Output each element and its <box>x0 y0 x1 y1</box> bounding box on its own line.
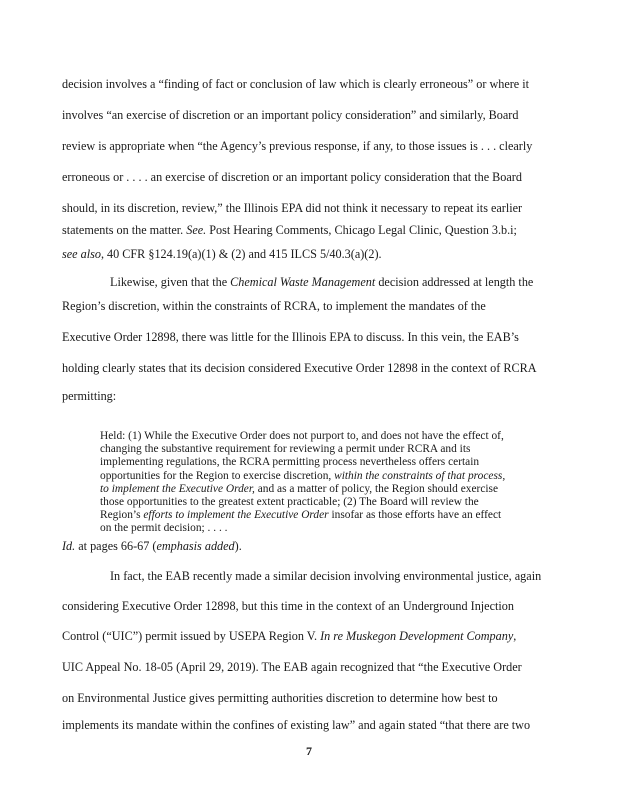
body-line: implements its mandate within the confines of existing law” and again stated “that there are two <box>62 718 531 732</box>
text-run: at pages 66-67 ( <box>75 539 157 553</box>
case-name: In re Muskegon Development Company <box>320 629 514 643</box>
text-run: statements on the matter. <box>62 223 184 237</box>
text-run: Region’s <box>100 509 144 522</box>
text-run: Post Hearing Comments, Chicago Legal Clinic, Question 3.b.i; <box>209 223 517 237</box>
body-line: review is appropriate when “the Agency’s previous response, if any, to those issues is . . . clearly <box>62 139 533 153</box>
quote-line: on the permit decision; . . . . <box>100 522 228 535</box>
quote-line <box>100 509 548 522</box>
quote-line: those opportunities to the greatest extent practicable; (2) The Board will review the <box>100 496 479 509</box>
text-run: Likewise, given that the <box>110 275 231 289</box>
citation-line <box>62 538 568 554</box>
body-line: should, in its discretion, review,” the Illinois EPA did not think it necessary to repeat its earlier <box>62 201 523 215</box>
body-line <box>62 222 568 238</box>
body-line <box>62 246 568 262</box>
quote-line: changing the substantive requirement for reviewing a permit under RCRA and its <box>100 443 471 456</box>
body-line <box>110 274 568 290</box>
quote-line: implementing regulations, the RCRA permitting process nevertheless offers certain <box>100 456 480 469</box>
citation-signal: See. <box>186 223 207 237</box>
text-run: Control (“UIC”) permit issued by USEPA Region V. <box>62 629 321 643</box>
citation-id: Id. <box>62 539 76 553</box>
case-name: Chemical Waste Management <box>230 275 376 289</box>
body-line: permitting: <box>62 389 117 403</box>
body-line: holding clearly states that its decision considered Executive Order 12898 in the context of RCRA <box>62 361 537 375</box>
text-run: , 40 CFR §124.19(a)(1) & (2) and 415 ILCS 5/40.3(a)(2). <box>100 247 382 261</box>
text-run: , <box>513 629 517 643</box>
text-run: opportunities for the Region to exercise discretion, <box>100 469 335 482</box>
body-line: Region’s discretion, within the constraints of RCRA, to implement the mandates of the <box>62 299 486 313</box>
emphasis-note: emphasis added <box>156 539 235 553</box>
body-line: UIC Appeal No. 18-05 (April 29, 2019). The EAB again recognized that “the Executive Order <box>62 660 522 674</box>
body-line: on Environmental Justice gives permitting authorities discretion to determine how best to <box>62 691 498 705</box>
quote-line: Held: (1) While the Executive Order does not purport to, and does not have the effect of, <box>100 430 504 442</box>
emphasized-text: efforts to implement the Executive Order <box>143 509 329 522</box>
text-run: decision addressed at length the <box>375 275 534 289</box>
body-line: decision involves a “finding of fact or conclusion of law which is clearly erroneous” or where it <box>62 77 530 91</box>
body-line: considering Executive Order 12898, but this time in the context of an Underground Injection <box>62 599 514 613</box>
body-line: In fact, the EAB recently made a similar decision involving environmental justice, again <box>110 569 542 583</box>
text-run: ). <box>234 539 242 553</box>
quote-line <box>100 470 548 483</box>
text-run: and as a matter of policy, the Region should exercise <box>254 482 499 495</box>
emphasized-text: to implement the Executive Order, <box>100 482 255 495</box>
block-quote <box>100 430 548 536</box>
citation-signal: see also <box>62 247 101 261</box>
body-line: Executive Order 12898, there was little for the Illinois EPA to discuss. In this vein, the EAB’s <box>62 330 519 344</box>
body-line <box>62 628 568 644</box>
body-line: involves “an exercise of discretion or an important policy consideration” and similarly, Board <box>62 108 519 122</box>
page-number: 7 <box>306 744 312 758</box>
emphasized-text: within the constraints of that process, <box>334 469 506 482</box>
body-line: erroneous or . . . . an exercise of discretion or an important policy consideration that the Board <box>62 170 522 184</box>
text-run: insofar as those efforts have an effect <box>328 509 502 522</box>
quote-line <box>100 483 548 496</box>
